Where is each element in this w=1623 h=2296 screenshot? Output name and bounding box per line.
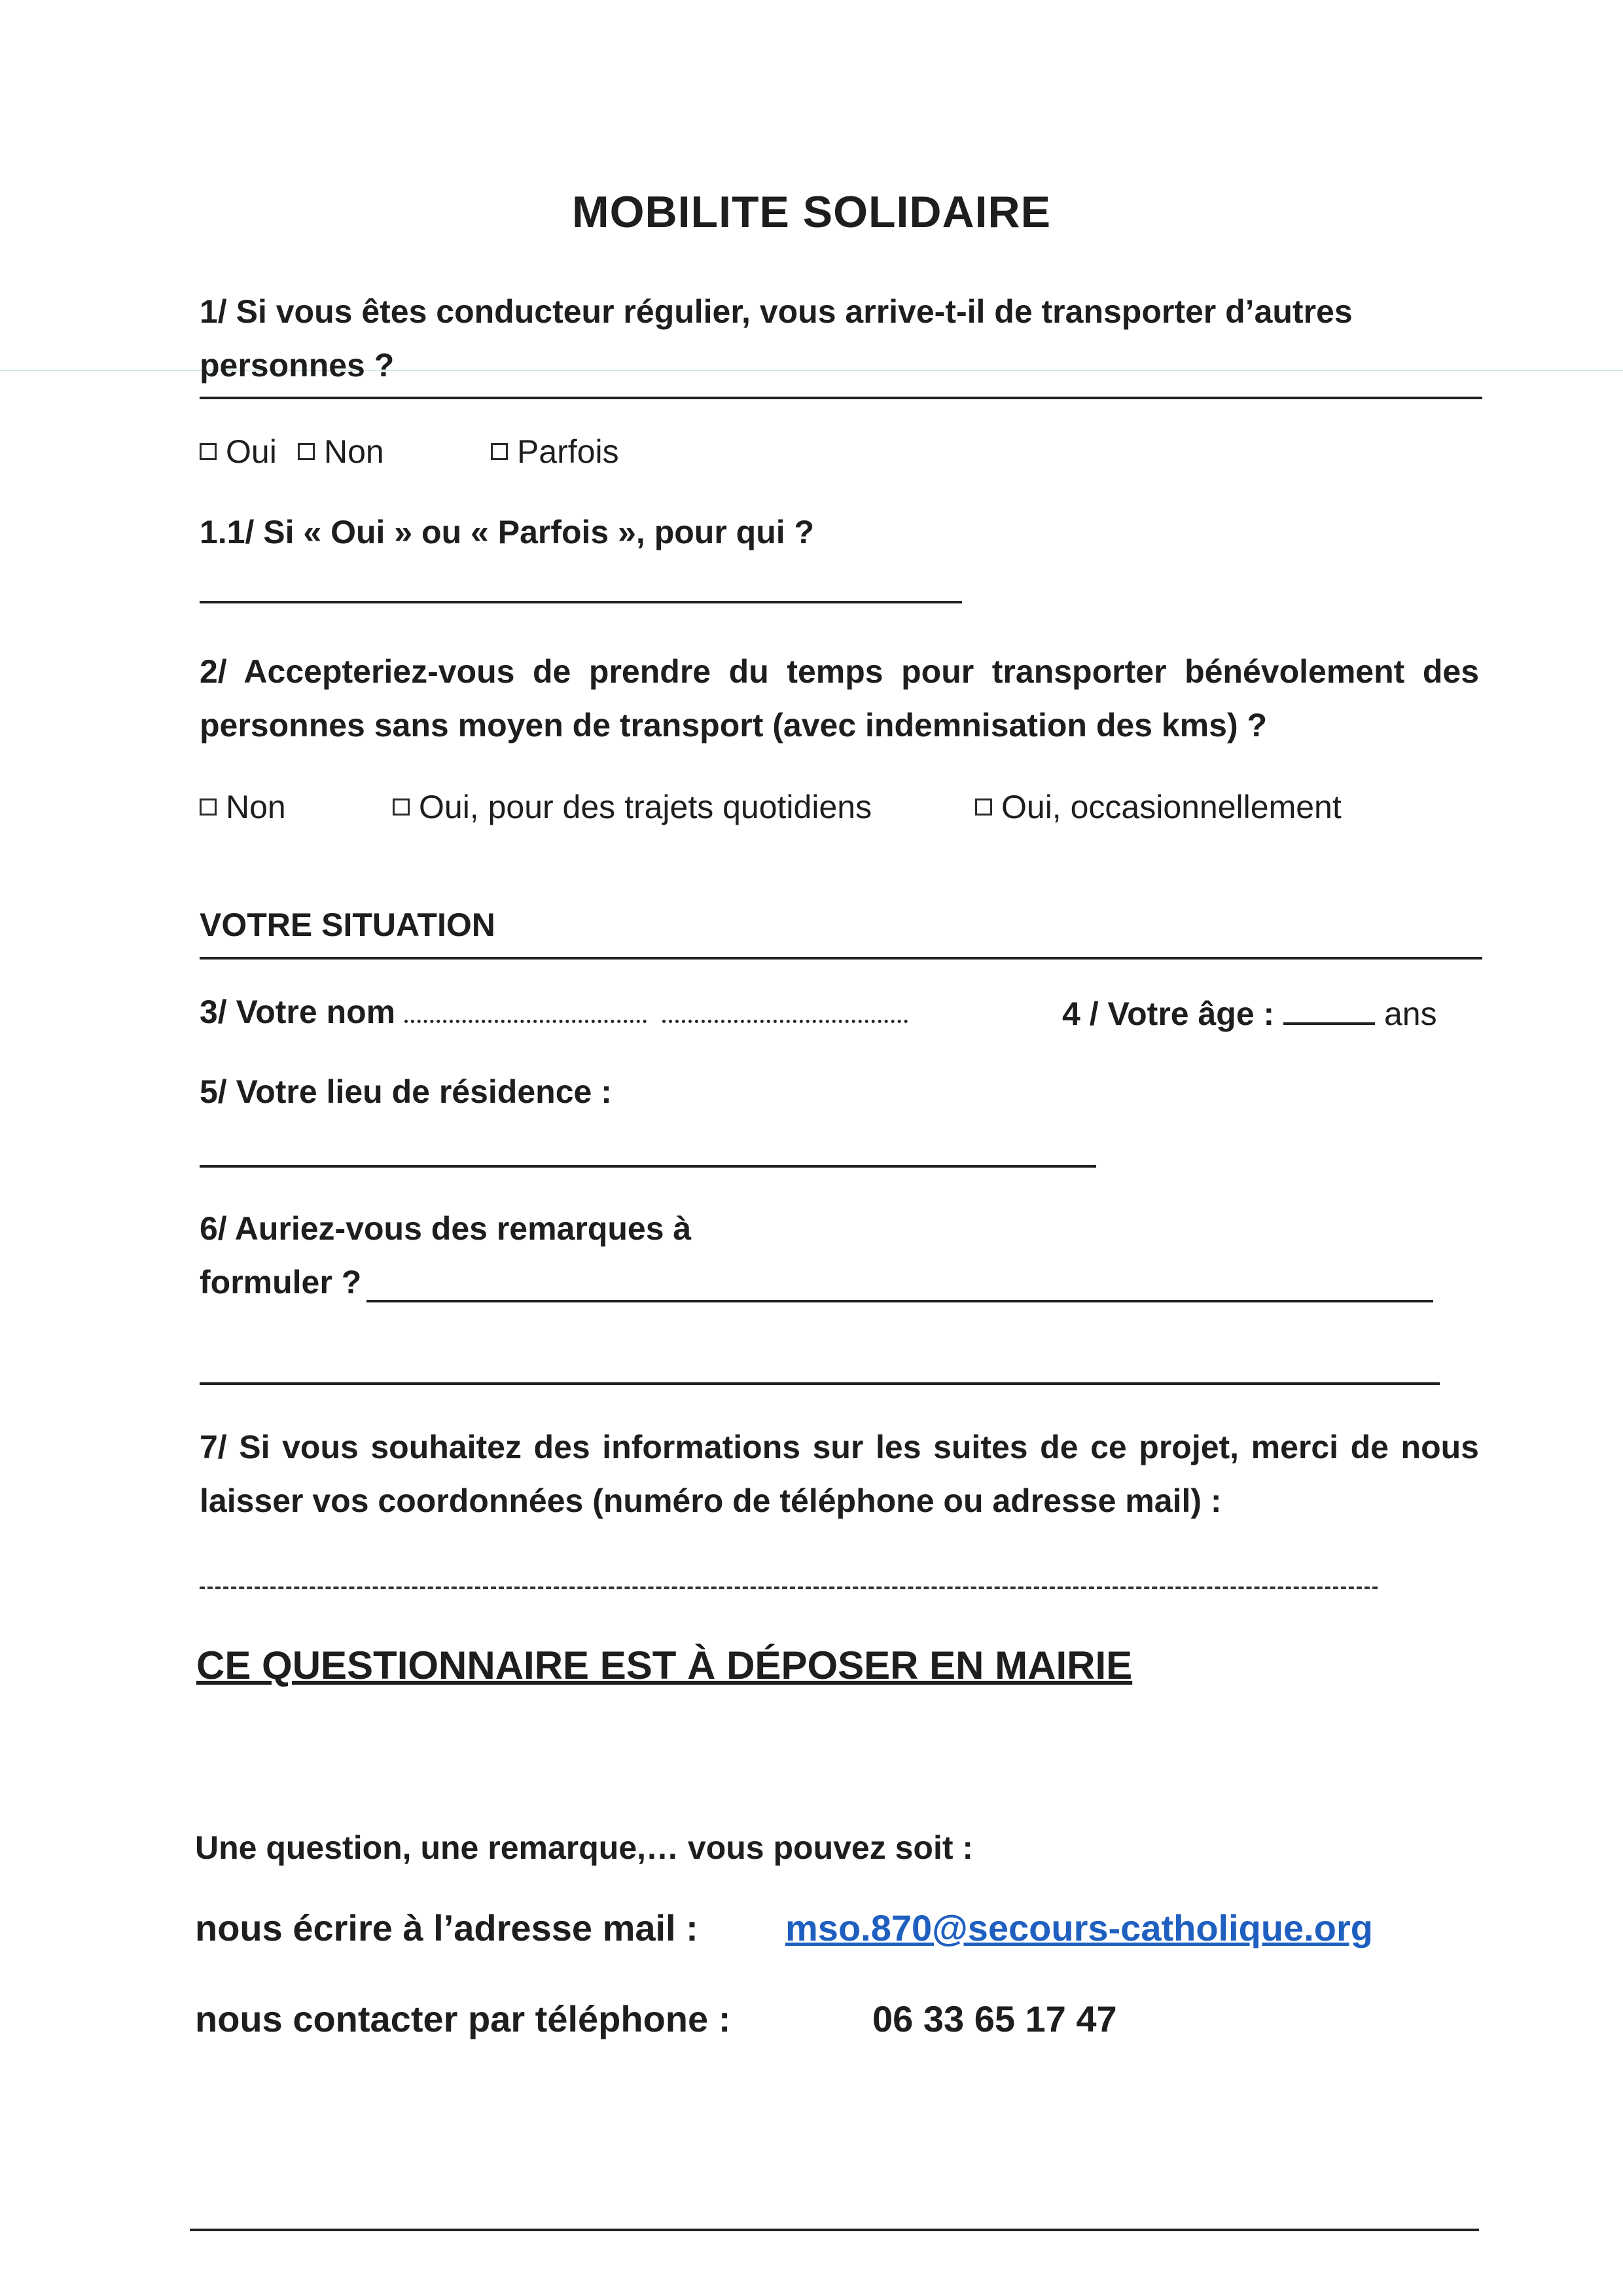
- section-divider: [200, 957, 1482, 960]
- question-2-line1: 2/ Accepteriez-vous de prendre du temps pour transporter bénévolement des: [200, 653, 1479, 690]
- q1-option-oui[interactable]: Oui: [200, 432, 277, 471]
- checkbox-icon[interactable]: [298, 443, 315, 460]
- question-6-line2: formuler ?: [200, 1264, 362, 1300]
- checkbox-icon[interactable]: [393, 798, 410, 816]
- question-1-1: 1.1/ Si « Oui » ou « Parfois », pour qui ?: [200, 514, 815, 550]
- checkbox-icon[interactable]: [491, 443, 508, 460]
- checkbox-icon[interactable]: [975, 798, 992, 816]
- q2-option-occasionnellement[interactable]: Oui, occasionnellement: [975, 787, 1342, 827]
- residence-answer-line[interactable]: [200, 1165, 1096, 1168]
- question-7-line2: laisser vos coordonnées (numéro de téléphone ou adresse mail) :: [200, 1482, 1222, 1519]
- question-3-name: 3/ Votre nom: [200, 985, 908, 1039]
- name-field-part1[interactable]: [404, 994, 647, 1023]
- remarks-answer-line-2[interactable]: [200, 1382, 1440, 1385]
- checkbox-icon[interactable]: [200, 798, 217, 816]
- checkbox-icon[interactable]: [200, 443, 217, 460]
- question-5-residence: 5/ Votre lieu de résidence :: [200, 1073, 612, 1110]
- question-6-line1: 6/ Auriez-vous des remarques à: [200, 1210, 692, 1247]
- question-2-line2: personnes sans moyen de transport (avec indemnisation des kms) ?: [200, 707, 1268, 744]
- question-4-age: 4 / Votre âge : ans: [1062, 996, 1437, 1032]
- phone-number[interactable]: 06 33 65 17 47: [872, 1998, 1117, 2039]
- page-title: MOBILITE SOLIDAIRE: [572, 187, 1051, 237]
- section-heading-situation: VOTRE SITUATION: [200, 906, 495, 943]
- question-1-line1: 1/ Si vous êtes conducteur régulier, vous arrive-t-il de transporter d’autres: [200, 293, 1353, 330]
- question-1-line2: personnes ?: [200, 347, 395, 384]
- question-1-answer-line: [200, 397, 1482, 399]
- remarks-answer-line-1[interactable]: [366, 1300, 1433, 1302]
- q1-option-non[interactable]: Non: [298, 432, 384, 471]
- contact-intro: Une question, une remarque,… vous pouvez soit :: [195, 1829, 974, 1866]
- deposit-notice: CE QUESTIONNAIRE EST À DÉPOSER EN MAIRIE: [196, 1643, 1133, 1687]
- phone-label: nous contacter par téléphone :: [195, 1998, 731, 2039]
- mail-label: nous écrire à l’adresse mail :: [195, 1907, 698, 1948]
- question-7-line1: 7/ Si vous souhaitez des informations sur les suites de ce projet, merci de nous: [200, 1429, 1479, 1465]
- name-field-part2[interactable]: [662, 994, 908, 1023]
- footer-rule: [190, 2229, 1479, 2231]
- q2-option-non[interactable]: Non: [200, 787, 286, 827]
- mail-link[interactable]: mso.870@secours-catholique.org: [785, 1907, 1373, 1948]
- q1-option-parfois[interactable]: Parfois: [491, 432, 619, 471]
- contact-details-answer-line[interactable]: [200, 1587, 1378, 1589]
- age-field[interactable]: [1283, 996, 1375, 1025]
- q2-option-quotidiens[interactable]: Oui, pour des trajets quotidiens: [393, 787, 872, 827]
- question-1-1-answer-line[interactable]: [200, 601, 962, 603]
